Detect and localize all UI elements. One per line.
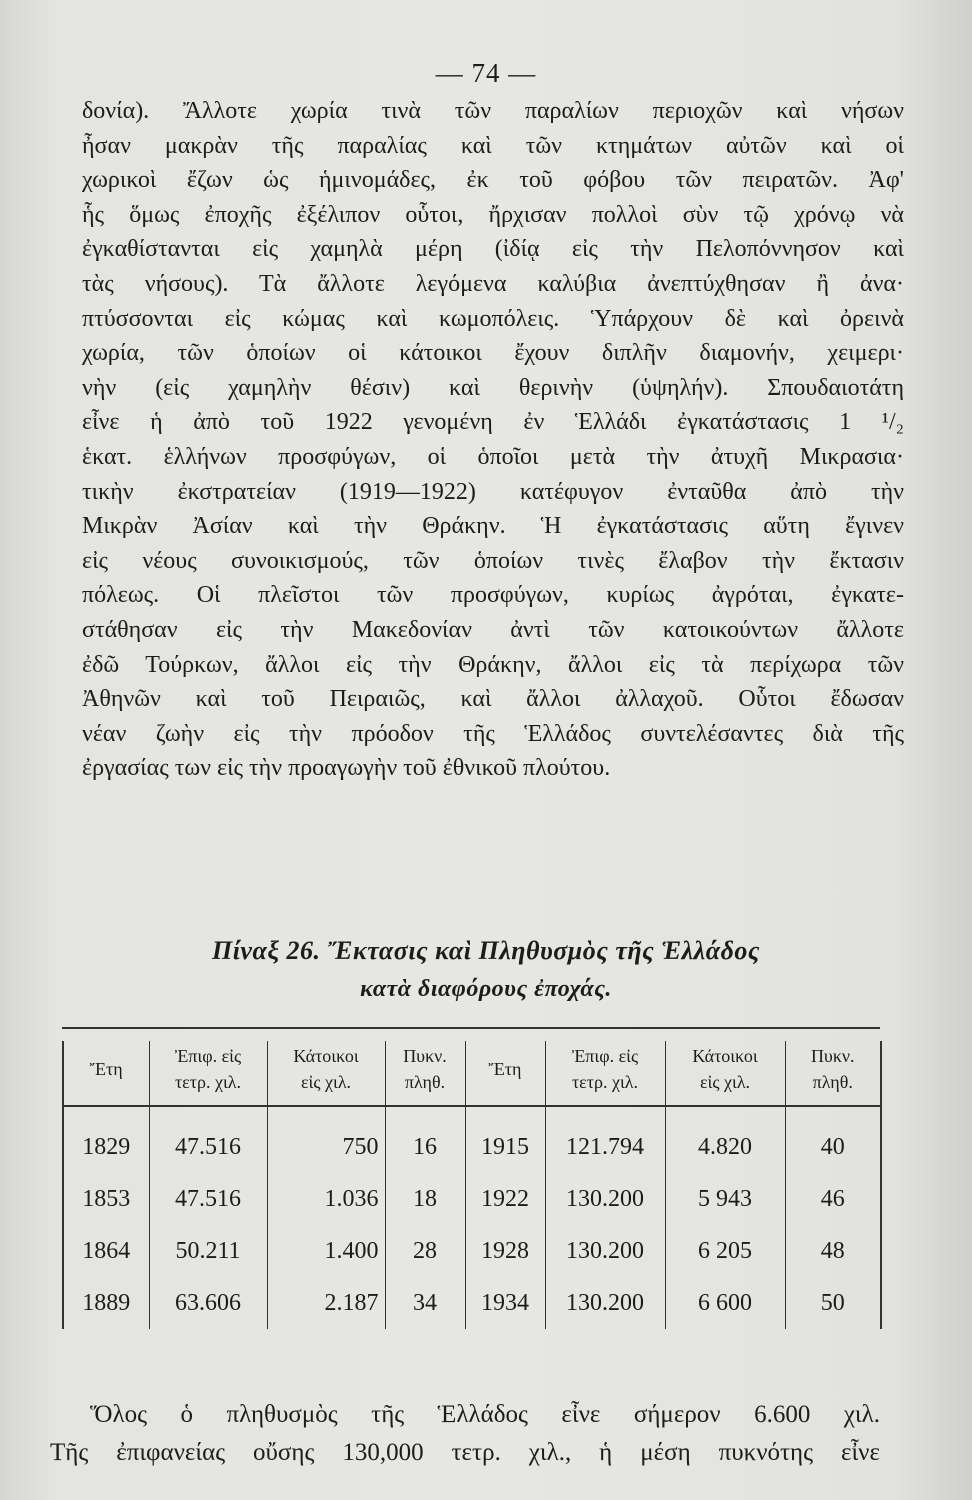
population-table — [62, 1041, 882, 1329]
cell-area: 47.516 — [149, 1173, 267, 1225]
text-line: πτύσσονται εἰς κώμας καὶ κωμοπόλεις. Ὑπάρχουν δὲ καὶ ὀρεινὰ — [82, 305, 904, 332]
cell-population: 2.187 — [267, 1277, 385, 1329]
header-years: Ἔτη — [63, 1041, 149, 1106]
header-area-2: Ἐπιφ. εἰς τετρ. χιλ. — [545, 1041, 665, 1106]
text-line: ἧς ὅμως ἐποχῆς ἐξέλιπον οὗτοι, ἤρχισαν πολλοὶ σὺν τῷ χρόνῳ νὰ — [82, 201, 904, 228]
table-row — [63, 1106, 881, 1173]
text-line: τὰς νήσους). Τὰ ἄλλοτε λεγόμενα καλύβια ἀνεπτύχθησαν ἢ ἀνα· — [82, 270, 904, 297]
cell-population: 1.400 — [267, 1225, 385, 1277]
page-number: — 74 — — [435, 58, 537, 88]
text-line: ἐργασίας των εἰς τὴν προαγωγὴν τοῦ ἐθνικοῦ πλούτου. — [82, 755, 611, 782]
cell-population: 5 943 — [665, 1173, 785, 1225]
text-line: εἰς νέους συνοικισμούς, τῶν ὁποίων τινὲς ἔλαβον τὴν ἔκτασιν — [82, 547, 904, 574]
header-population-2: Κάτοικοι εἰς χιλ. — [665, 1041, 785, 1106]
text-line: ἐγκαθίστανται εἰς χαμηλὰ μέρη (ἰδίᾳ εἰς τὴν Πελοπόννησον καὶ — [82, 236, 904, 263]
text-line: τικὴν ἐκστρατείαν (1919—1922) κατέφυγον ἐνταῦθα ἀπὸ τὴν — [82, 478, 904, 505]
cell-area: 130.200 — [545, 1225, 665, 1277]
cell-density: 46 — [785, 1173, 881, 1225]
text-line: εἶνε ἡ ἀπὸ τοῦ 1922 γενομένη ἐν Ἑλλάδι ἐγκατάστασις 1 ¹/₂ — [82, 409, 904, 436]
text-line: Ἀθηνῶν καὶ τοῦ Πειραιῶς, καὶ ἄλλοι ἀλλαχοῦ. Οὗτοι ἔδωσαν — [82, 686, 904, 713]
cell-density: 48 — [785, 1225, 881, 1277]
cell-population: 6 600 — [665, 1277, 785, 1329]
population-table-container — [62, 1027, 880, 1329]
table-header-row — [63, 1041, 881, 1106]
cell-density: 28 — [385, 1225, 465, 1277]
table-row — [63, 1225, 881, 1277]
text-line: δονία). Ἄλλοτε χωρία τινὰ τῶν παραλίων περιοχῶν καὶ νήσων — [82, 98, 904, 124]
text-line: νέαν ζωὴν εἰς τὴν πρόοδον τῆς Ἑλλάδος συντελέσαντες διὰ τῆς — [82, 720, 904, 747]
header-area: Ἐπιφ. εἰς τετρ. χιλ. — [149, 1041, 267, 1106]
cell-year: 1829 — [63, 1106, 149, 1173]
body-paragraph — [82, 94, 904, 786]
text-line: στάθησαν εἰς τὴν Μακεδονίαν ἀντὶ τῶν κατοικούντων ἄλλοτε — [82, 616, 904, 643]
cell-year: 1889 — [63, 1277, 149, 1329]
cell-year: 1922 — [465, 1173, 545, 1225]
text-line: νὴν (εἰς χαμηλὴν θέσιν) καὶ θερινὴν (ὑψηλήν). Σπουδαιοτάτη — [82, 374, 904, 401]
cell-area: 50.211 — [149, 1225, 267, 1277]
cell-density: 50 — [785, 1277, 881, 1329]
cell-population: 750 — [267, 1106, 385, 1173]
header-density: Πυκν. πληθ. — [385, 1041, 465, 1106]
cell-population: 6 205 — [665, 1225, 785, 1277]
cell-population: 1.036 — [267, 1173, 385, 1225]
text-line: Τῆς ἐπιφανείας οὔσης 130,000 τετρ. χιλ., ἡ μέση πυκνότης εἶνε — [50, 1439, 880, 1466]
cell-year: 1915 — [465, 1106, 545, 1173]
cell-density: 34 — [385, 1277, 465, 1329]
cell-area: 130.200 — [545, 1173, 665, 1225]
text-line: χωρικοὶ ἔζων ὡς ἡμινομάδες, ἐκ τοῦ φόβου τῶν πειρατῶν. Ἀφ' — [82, 167, 904, 194]
cell-density: 40 — [785, 1106, 881, 1173]
header-population: Κάτοικοι εἰς χιλ. — [267, 1041, 385, 1106]
text-line: Ὅλος ὁ πληθυσμὸς τῆς Ἑλλάδος εἶνε σήμερον 6.600 χιλ. — [90, 1401, 880, 1428]
cell-year: 1853 — [63, 1173, 149, 1225]
text-line: Μικρὰν Ἀσίαν καὶ τὴν Θράκην. Ἡ ἐγκατάστασις αὕτη ἔγινεν — [82, 513, 904, 540]
cell-area: 130.200 — [545, 1277, 665, 1329]
cell-year: 1928 — [465, 1225, 545, 1277]
cell-density: 16 — [385, 1106, 465, 1173]
cell-area: 47.516 — [149, 1106, 267, 1173]
footer-paragraph — [50, 1396, 880, 1472]
header-density-2: Πυκν. πληθ. — [785, 1041, 881, 1106]
cell-density: 18 — [385, 1173, 465, 1225]
cell-year: 1864 — [63, 1225, 149, 1277]
cell-area: 121.794 — [545, 1106, 665, 1173]
text-line: ἦσαν μακρὰν τῆς παραλίας καὶ τῶν κτημάτων αὐτῶν καὶ οἱ — [82, 132, 904, 159]
text-line: πόλεως. Οἱ πλεῖστοι τῶν προσφύγων, κυρίως ἀγρόται, ἐγκατε- — [82, 582, 904, 609]
cell-population: 4.820 — [665, 1106, 785, 1173]
table-caption-title: Πίναξ 26. Ἔκτασις καὶ Πληθυσμὸς τῆς Ἑλλάδος — [211, 936, 761, 965]
cell-year: 1934 — [465, 1277, 545, 1329]
header-years-2: Ἔτη — [465, 1041, 545, 1106]
cell-area: 63.606 — [149, 1277, 267, 1329]
table-row — [63, 1277, 881, 1329]
table-caption-subtitle: κατὰ διαφόρους ἐποχάς. — [360, 976, 612, 1002]
text-line: χωρία, τῶν ὁποίων οἱ κάτοικοι ἔχουν διπλῆν διαμονήν, χειμερι· — [82, 340, 904, 367]
table-top-rule — [62, 1027, 880, 1029]
table-row — [63, 1173, 881, 1225]
text-line: ἑκατ. ἑλλήνων προσφύγων, οἱ ὁποῖοι μετὰ τὴν ἀτυχῆ Μικρασια· — [82, 443, 904, 470]
text-line: ἐδῶ Τούρκων, ἄλλοι εἰς τὴν Θράκην, ἄλλοι εἰς τὰ περίχωρα τῶν — [82, 651, 904, 678]
